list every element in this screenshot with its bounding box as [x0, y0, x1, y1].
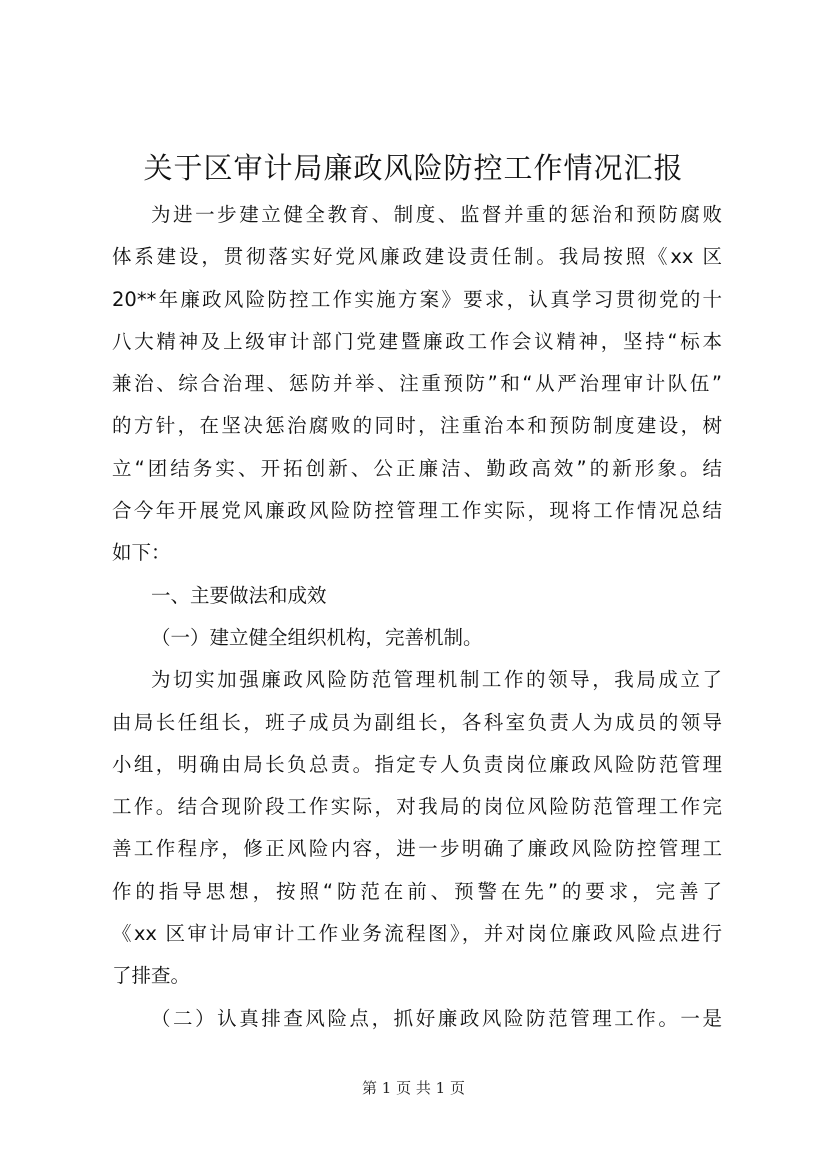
paragraph-line: 体系建设，贯彻落实好党风廉政建设责任制。我局按照《xx 区 — [112, 245, 722, 269]
paragraph-line: 小组，明确由局长负总责。指定专人负责岗位廉政风险防范管理 — [112, 752, 722, 776]
paragraph-line: 合今年开展党风廉政风险防控管理工作实际，现将工作情况总结 — [112, 499, 722, 523]
paragraph-line: 八大精神及上级审计部门党建暨廉政工作会议精神，坚持“标本 — [112, 329, 722, 353]
paragraph-line: 了排查。 — [112, 964, 191, 988]
document-title: 关于区审计局廉政风险防控工作情况汇报 — [143, 151, 684, 185]
paragraph-line: 《xx 区审计局审计工作业务流程图》，并对岗位廉政风险点进行 — [112, 922, 722, 946]
paragraph-line: 为进一步建立健全教育、制度、监督并重的惩治和预防腐败 — [151, 203, 722, 226]
section-heading: 一、主要做法和成效 — [151, 583, 327, 607]
paragraph-line: 善工作程序，修正风险内容，进一步明确了廉政风险防控管理工 — [112, 837, 722, 861]
paragraph-line: 工作。结合现阶段工作实际，对我局的岗位风险防范管理工作完 — [112, 795, 722, 819]
paragraph-line: 20**年廉政风险防控工作实施方案》要求，认真学习贯彻党的十 — [112, 287, 722, 311]
paragraph-line: 由局长任组长，班子成员为副组长，各科室负责人为成员的领导 — [112, 710, 722, 734]
paragraph-line: 的方针，在坚决惩治腐败的同时，注重治本和预防制度建设，树 — [112, 414, 722, 438]
subsection-heading: （一）建立健全组织机构，完善机制。 — [151, 625, 483, 649]
paragraph-line: 兼治、综合治理、惩防并举、注重预防”和“从严治理审计队伍” — [112, 372, 722, 396]
subsection-heading: （二）认真排查风险点，抓好廉政风险防范管理工作。一是 — [151, 1006, 722, 1030]
paragraph-line: 为切实加强廉政风险防范管理机制工作的领导，我局成立了 — [151, 668, 722, 692]
document-body — [112, 194, 722, 1040]
paragraph-line: 如下： — [112, 541, 171, 565]
paragraph-line: 作的指导思想，按照“防范在前、预警在先”的要求，完善了 — [112, 879, 722, 903]
paragraph-line: 立“团结务实、开拓创新、公正廉洁、勤政高效”的新形象。结 — [112, 456, 722, 480]
page-number-footer: 第 1 页 共 1 页 — [362, 1079, 465, 1097]
